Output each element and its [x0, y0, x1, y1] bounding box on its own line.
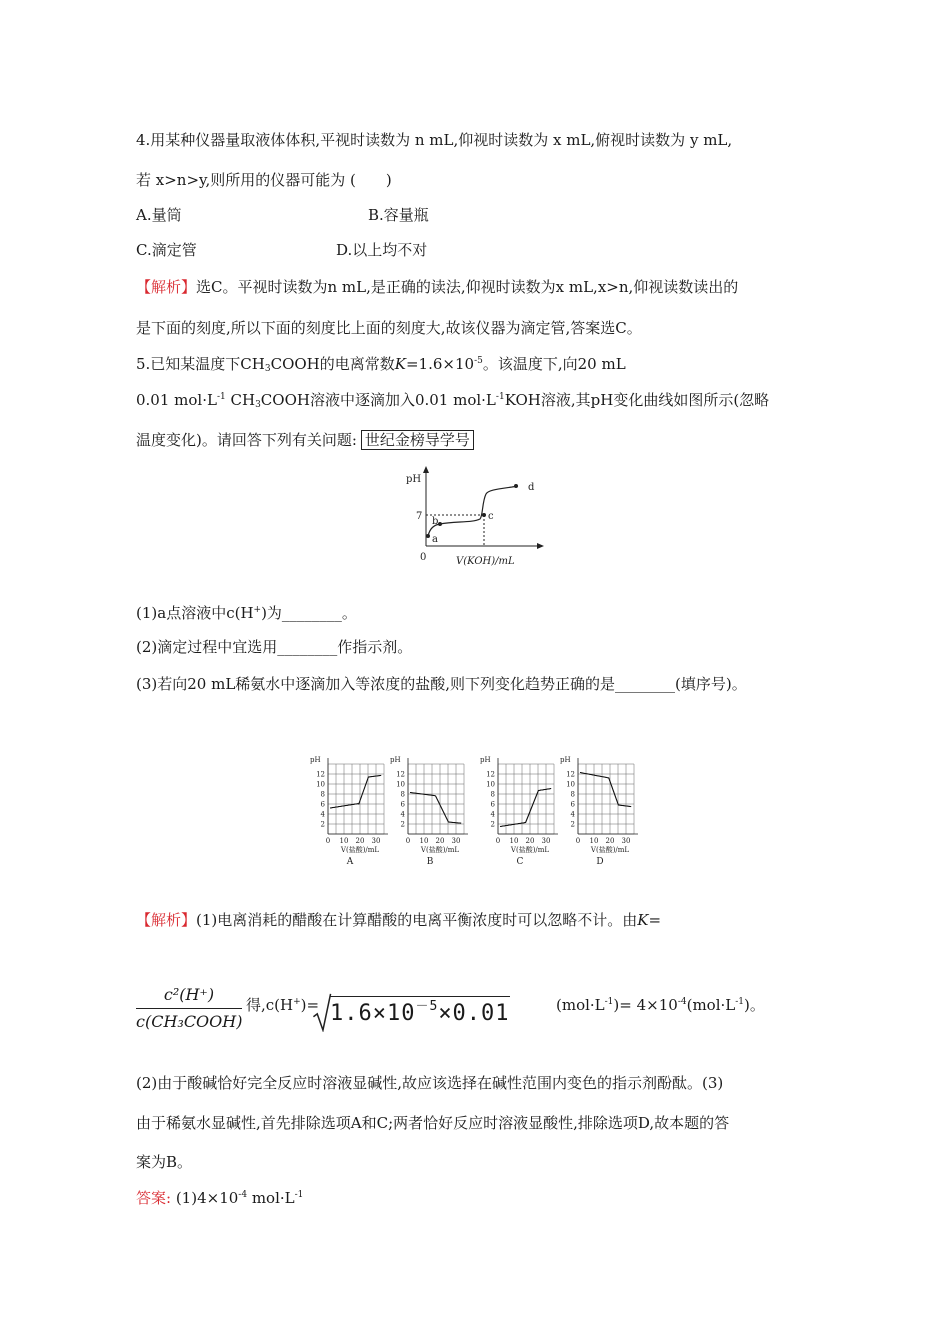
answer-tag: 答案:	[136, 1189, 172, 1207]
y-tick-label: 2	[570, 820, 575, 829]
y-tick-label: 4	[570, 810, 575, 819]
y-tick-label: 10	[566, 780, 575, 789]
y-tick-label: 6	[400, 800, 405, 809]
titration-curve-graph	[400, 462, 560, 572]
y-tick-label: 12	[396, 770, 405, 779]
x-tick-label: 30	[541, 837, 551, 845]
point-d	[514, 484, 518, 488]
label-a: a	[432, 534, 438, 545]
y-axis-arrow	[423, 466, 429, 473]
ph-curve	[580, 773, 631, 807]
q5-stem-line2: 0.01 $mol\cdot L^{-1}$ $CH_3COOH$溶液中逐滴加入0.01 $mol\cdot L^{-1}KOH$溶液,其pH变化曲线如图所示(忽略	[136, 391, 770, 410]
label-b: b	[432, 516, 439, 527]
q5-stem-line1: 5.已知某温度下$CH_3COOH$的电离常数$K=1.6\times 10^{-5}$。该温度下,向20 mL	[136, 355, 626, 374]
point-a	[426, 534, 430, 538]
q5-analysis-line4: 案为B。	[136, 1153, 193, 1171]
x-tick-label: 10	[589, 837, 599, 845]
y-tick-label: 2	[320, 820, 325, 829]
q5-sub2: (2)滴定过程中宜选用________作指示剂。	[136, 638, 413, 656]
graph-option-label: A	[346, 857, 354, 867]
y-tick-label: 12	[316, 770, 325, 779]
y-tick-label: 10	[486, 780, 495, 789]
y-axis-label: pH	[406, 474, 422, 485]
ph-curve	[428, 486, 518, 536]
x-tick-label: 10	[509, 837, 519, 845]
y-axis-label: pH	[310, 756, 321, 764]
x-tick-label: 10	[339, 837, 349, 845]
y-tick-label: 4	[320, 810, 325, 819]
q5-sub3: (3)若向20 mL稀氨水中逐滴加入等浓度的盐酸,则下列变化趋势正确的是________(填序号)。	[136, 675, 747, 693]
origin-label: 0	[420, 552, 427, 563]
calc-result: $(mol\cdot L^{-1})= 4\times 10^{-4}(mol\cdot L^{-1})$。	[556, 996, 765, 1014]
x-tick-label: 10	[419, 837, 429, 845]
label-d: d	[528, 482, 535, 493]
y-tick-label: 10	[396, 780, 405, 789]
ph-curve	[330, 775, 381, 808]
y-tick-label: 2	[400, 820, 405, 829]
q5-analysis-line2: (2)由于酸碱恰好完全反应时溶液显碱性,故应该选择在碱性范围内变色的指示剂酚酞。(3)	[136, 1074, 724, 1092]
y-tick-label: 8	[400, 790, 405, 799]
fraction-denominator: c(CH₃COOH)	[136, 1012, 243, 1031]
source-tag-box: 世纪金榜导学号	[361, 430, 474, 450]
q5-analysis-line1: 【解析】(1)电离消耗的醋酸在计算醋酸的电离平衡浓度时可以忽略不计。由K=	[136, 911, 662, 929]
y-tick-label: 4	[490, 810, 495, 819]
q5-answer: 答案: $(1)4\times 10^{-4}$ $mol\cdot L^{-1}$	[136, 1189, 304, 1207]
x-tick-label: 20	[435, 837, 445, 845]
y-tick-label: 8	[570, 790, 575, 799]
x-tick-label: 20	[605, 837, 615, 845]
y-tick-label: 6	[490, 800, 495, 809]
y-axis-label: pH	[390, 756, 401, 764]
point-c	[482, 513, 486, 517]
q5-sub1: (1)a点溶液中c(H+)为________。	[136, 604, 357, 622]
graph-option-label: C	[516, 857, 524, 867]
label-c: c	[488, 511, 494, 522]
x-axis-arrow	[537, 543, 544, 549]
q5-analysis-line3: 由于稀氨水显碱性,首先排除选项A和C;两者恰好反应时溶液显酸性,排除选项D,故本题的答	[136, 1114, 730, 1132]
x-axis-label: V(盐酸)/mL	[340, 846, 380, 854]
q4-option-c: C.滴定管	[136, 241, 197, 259]
x-tick-label: 30	[621, 837, 631, 845]
x-tick-label: 20	[355, 837, 365, 845]
option-graphs	[308, 748, 648, 878]
q4-option-b: B.容量瓶	[368, 206, 429, 224]
q4-stem-line1: 4.用某种仪器量取液体体积,平视时读数为 n mL,仰视时读数为 x mL,俯视时读数为 y mL,	[136, 131, 733, 149]
y-axis-label: pH	[560, 756, 571, 764]
x-tick-label: 20	[525, 837, 535, 845]
calc-prefix: 得,c(H+)=	[246, 996, 320, 1014]
y7-label: 7	[416, 511, 423, 522]
ka-fraction	[136, 985, 242, 1031]
q4-stem-line2: 若 x>n>y,则所用的仪器可能为 ( )	[136, 171, 392, 189]
x-axis-label: V(KOH)/mL	[456, 556, 515, 567]
y-tick-label: 6	[320, 800, 325, 809]
y-tick-label: 10	[316, 780, 325, 789]
graph-option-label: D	[596, 857, 604, 867]
q4-option-a: A.量筒	[136, 206, 182, 224]
analysis-tag: 【解析】	[136, 911, 197, 929]
fraction-numerator: c²(H⁺)	[136, 985, 242, 1009]
y-tick-label: 6	[570, 800, 575, 809]
x-axis-label: V(盐酸)/mL	[590, 846, 630, 854]
point-b	[438, 522, 442, 526]
y-tick-label: 8	[320, 790, 325, 799]
ph-curve	[410, 793, 461, 824]
graph-option-label: B	[426, 857, 434, 867]
y-tick-label: 8	[490, 790, 495, 799]
analysis-tag: 【解析】	[136, 278, 197, 296]
q5-stem-line3: 温度变化)。请回答下列有关问题: 世纪金榜导学号	[136, 430, 474, 450]
y-axis-label: pH	[480, 756, 491, 764]
y-tick-label: 12	[486, 770, 495, 779]
q4-option-d: D.以上均不对	[336, 241, 428, 259]
x-tick-label: 30	[371, 837, 381, 845]
x-axis-label: V(盐酸)/mL	[420, 846, 460, 854]
sqrt-radicand: $1.6\times 10^{-5}\times 0.01$	[330, 996, 510, 1026]
x-tick-label: 0	[325, 837, 331, 845]
y-tick-label: 12	[566, 770, 575, 779]
y-tick-label: 4	[400, 810, 405, 819]
x-axis-label: V(盐酸)/mL	[510, 846, 550, 854]
x-tick-label: 0	[405, 837, 411, 845]
y-tick-label: 2	[490, 820, 495, 829]
sqrt-sign	[312, 992, 332, 1032]
q4-analysis-line1: 【解析】选C。平视时读数为n mL,是正确的读法,仰视时读数为x mL,x>n,仰视读数读出的	[136, 278, 739, 296]
q4-analysis-line2: 是下面的刻度,所以下面的刻度比上面的刻度大,故该仪器为滴定管,答案选C。	[136, 319, 642, 337]
x-tick-label: 0	[495, 837, 501, 845]
x-tick-label: 0	[575, 837, 581, 845]
x-tick-label: 30	[451, 837, 461, 845]
